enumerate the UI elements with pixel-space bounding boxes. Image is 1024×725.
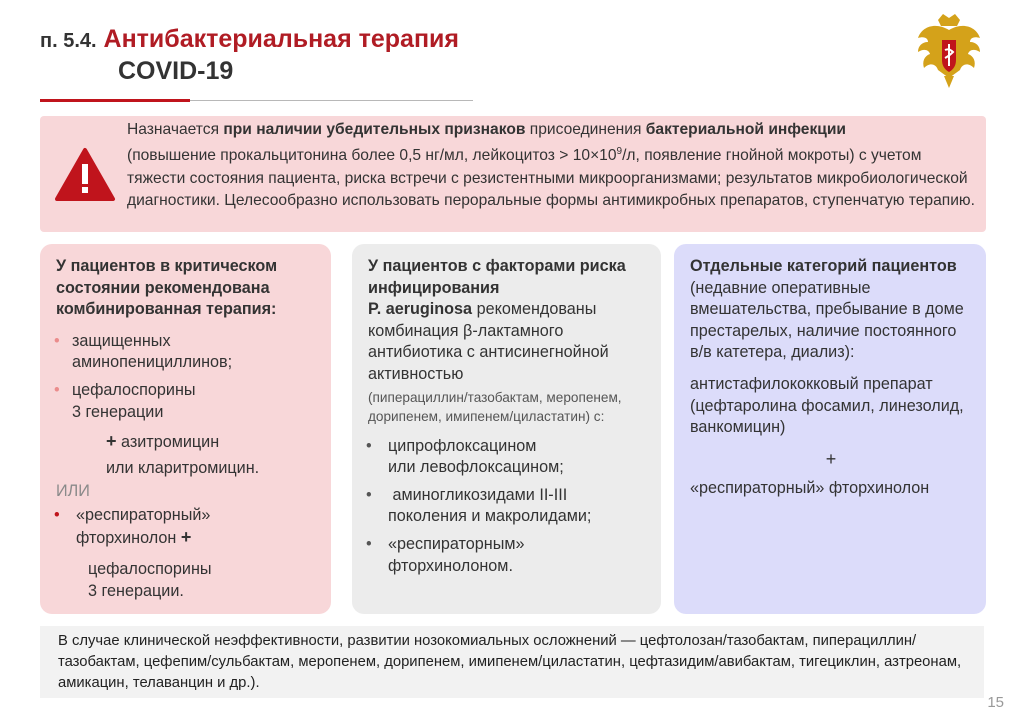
antibiotic-examples: (пиперациллин/тазобактам, меропенем, дорипенем, имипенем/циластатин) с: [368, 389, 622, 424]
card-pseudomonas-risk [352, 244, 661, 614]
footnote-box: В случае клинической неэффективности, развитии нозокомиальных осложнений — цефтолозан/тазобактам, пиперациллин/тазобактам, цефепим/сульбактам, меропенем, дорипенем, имипенем/циластатин, цефтазидим/авибактам, тигециклин, азтреонам, амикацин, телаванцин и др.). [40, 626, 984, 698]
warning-callout [40, 116, 986, 232]
list-item: • аминогликозидами II-III поколения и макролидами; [366, 485, 592, 526]
list-item: • защищенных аминопенициллинов; [54, 331, 233, 372]
card-header: У пациентов с факторами риска инфицирования P. aeruginosa рекомендованы комбинация β-лактамного антибиотика с антисинегнойной активностью [368, 257, 626, 383]
title-subtitle: COVID-19 [118, 57, 234, 85]
plus-sign: + [825, 448, 837, 469]
card-header: Отдельные категорий пациентов [690, 257, 957, 275]
or-separator: ИЛИ [56, 482, 90, 501]
risk-conditions: (недавние оперативные вмешательства, пребывание в доме престарелых, наличие постоянного в/в катетера, диализ): [690, 278, 964, 362]
section-number: п. 5.4. [40, 30, 97, 52]
card-special-categories [674, 244, 986, 614]
card-critical-patients [40, 244, 331, 614]
cephalosporins-line: цефалоспорины 3 генерации. [88, 560, 212, 600]
fluoroquinolone-line: «респираторный» фторхинолон [690, 479, 930, 498]
ministry-emblem-icon [914, 12, 984, 94]
page-number: 15 [987, 694, 1004, 711]
antistaphylococcal-drug: антистафилококковый препарат (цефтаролина фосамил, линезолид, ванкомицин) [690, 374, 964, 437]
clarithromycin-line: или кларитромицин. [106, 458, 260, 477]
azithromycin-line: + азитромицин [106, 431, 220, 452]
card-header: У пациентов в критическом состоянии рекомендована комбинированная терапия: [56, 257, 278, 319]
title-main: Антибактериальная терапия [103, 25, 459, 53]
warning-text: Назначается при наличии убедительных признаков присоединения бактериальной инфекции (повышение прокальцитонина более 0,5 нг/мл, лейкоцитоз > $10\times 10^9/л$, появление гнойной мокроты) с учетом тяжести состояния пациента, риска встречи с резистентными микроорганизмами; результатов микробиологической диагностики. Целесообразно использовать пероральные формы антимикробных препаратов, ступенчатую терапию. [127, 121, 975, 210]
page-title [40, 24, 459, 86]
warning-triangle-icon [54, 147, 116, 202]
list-item: • ципрофлоксацином или левофлоксацином; [366, 436, 564, 477]
list-item: • «респираторным» фторхинолоном. [366, 534, 525, 575]
list-item: • «респираторный» фторхинолон + [54, 505, 211, 547]
title-accent-bar [40, 99, 190, 102]
list-item: • цефалоспорины 3 генерации [54, 380, 196, 421]
